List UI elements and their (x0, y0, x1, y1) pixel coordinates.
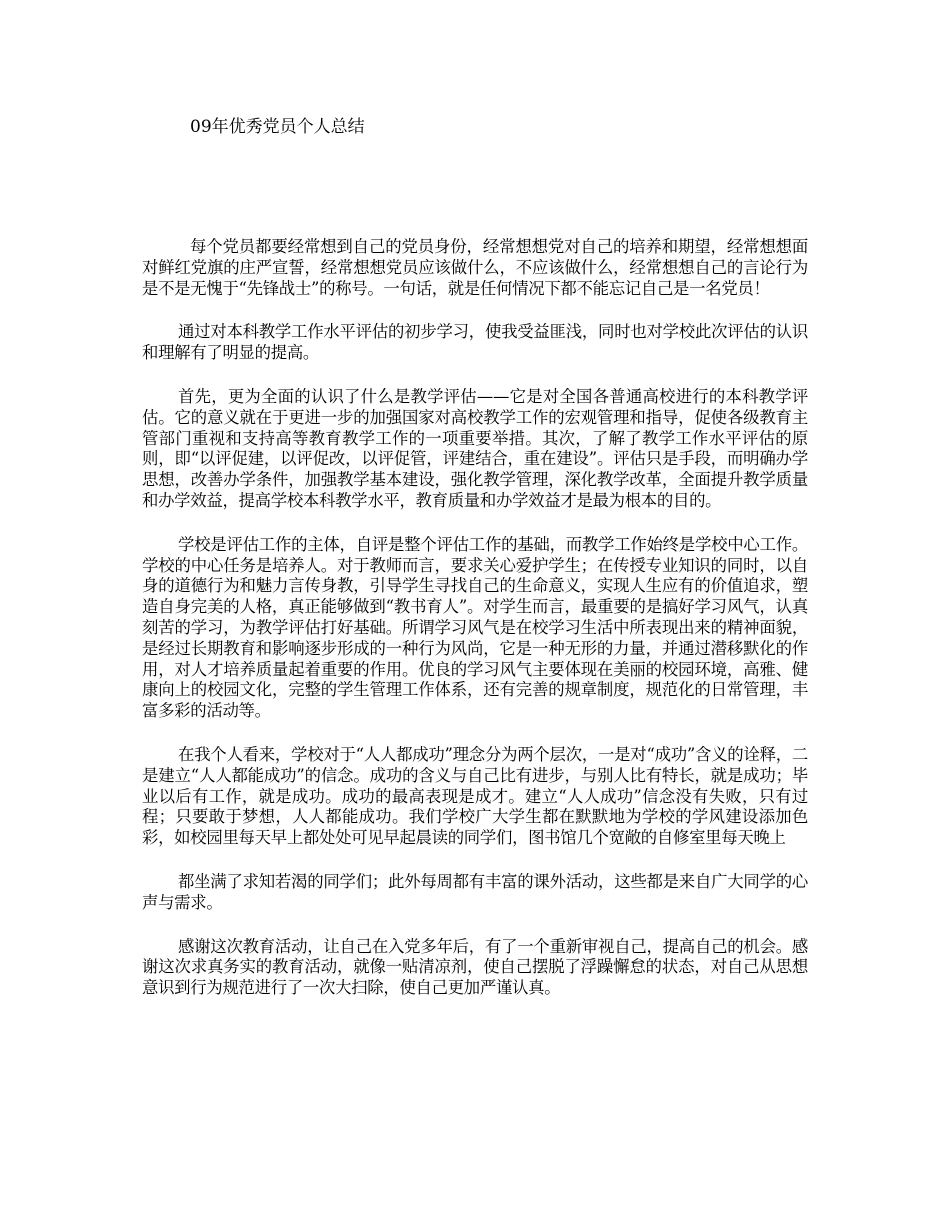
paragraph-6: 都坐满了求知若渴的同学们；此外每周都有丰富的课外活动，这些都是来自广大同学的心声与需求。 (142, 871, 808, 912)
document-body (142, 237, 808, 1022)
paragraph-1: 每个党员都要经常想到自己的党员身份，经常想想党对自己的培养和期望，经常想想面对鲜红党旗的庄严宣誓，经常想想党员应该做什么，不应该做什么，经常想想自己的言论行为是不是无愧于“先锋战士”的称号。一句话，就是任何情况下都不能忘记自己是一名党员！ (142, 237, 808, 298)
paragraph-5: 在我个人看来，学校对于“人人都成功”理念分为两个层次，一是对“成功”含义的诠释，二是建立“人人都能成功”的信念。成功的含义与自己比有进步，与别人比有特长，就是成功；毕业以后有工作，就是成功。成功的最高表现是成才。建立“人人成功”信念没有失败，只有过程；只要敢于梦想，人人都能成功。我们学校广大学生都在默默地为学校的学风建设添加色彩，如校园里每天早上都处处可见早起晨读的同学们，图书馆几个宽敞的自修室里每天晚上 (142, 744, 808, 848)
paragraph-4: 学校是评估工作的主体，自评是整个评估工作的基础，而教学工作始终是学校中心工作。学校的中心任务是培养人。对于教师而言，要求关心爱护学生；在传授专业知识的同时，以自身的道德行为和魅力言传身教，引导学生寻找自己的生命意义，实现人生应有的价值追求，塑造自身完美的人格，真正能够做到“教书育人”。对学生而言，最重要的是搞好学习风气，认真刻苦的学习，为教学评估打好基础。所谓学习风气是在校学习生活中所表现出来的精神面貌，是经过长期教育和影响逐步形成的一种行为风尚，它是一种无形的力量，并通过潜移默化的作用，对人才培养质量起着重要的作用。优良的学习风气主要体现在美丽的校园环境，高雅、健康向上的校园文化，完整的学生管理工作体系，还有完善的规章制度，规范化的日常管理，丰富多彩的活动等。 (142, 534, 808, 721)
paragraph-2: 通过对本科教学工作水平评估的初步学习，使我受益匪浅，同时也对学校此次评估的认识和理解有了明显的提高。 (142, 322, 808, 363)
paragraph-7: 感谢这次教育活动，让自己在入党多年后，有了一个重新审视自己，提高自己的机会。感谢这次求真务实的教育活动，就像一贴清凉剂，使自己摆脱了浮躁懈怠的状态，对自己从思想意识到行为规范进行了一次大扫除，使自己更加严谨认真。 (142, 936, 808, 998)
document-title: 09年优秀党员个人总结 (190, 117, 365, 137)
paragraph-3: 首先，更为全面的认识了什么是教学评估——它是对全国各普通高校进行的本科教学评估。它的意义就在于更进一步的加强国家对高校教学工作的宏观管理和指导，促使各级教育主管部门重视和支持高等教育教学工作的一项重要举措。其次，了解了教学工作水平评估的原则，即“以评促建，以评促改，以评促管，评建结合，重在建设”。评估只是手段，而明确办学思想，改善办学条件，加强教学基本建设，强化教学管理，深化教学改革，全面提升教学质量和办学效益，提高学校本科教学水平，教育质量和办学效益才是最为根本的目的。 (142, 386, 808, 510)
